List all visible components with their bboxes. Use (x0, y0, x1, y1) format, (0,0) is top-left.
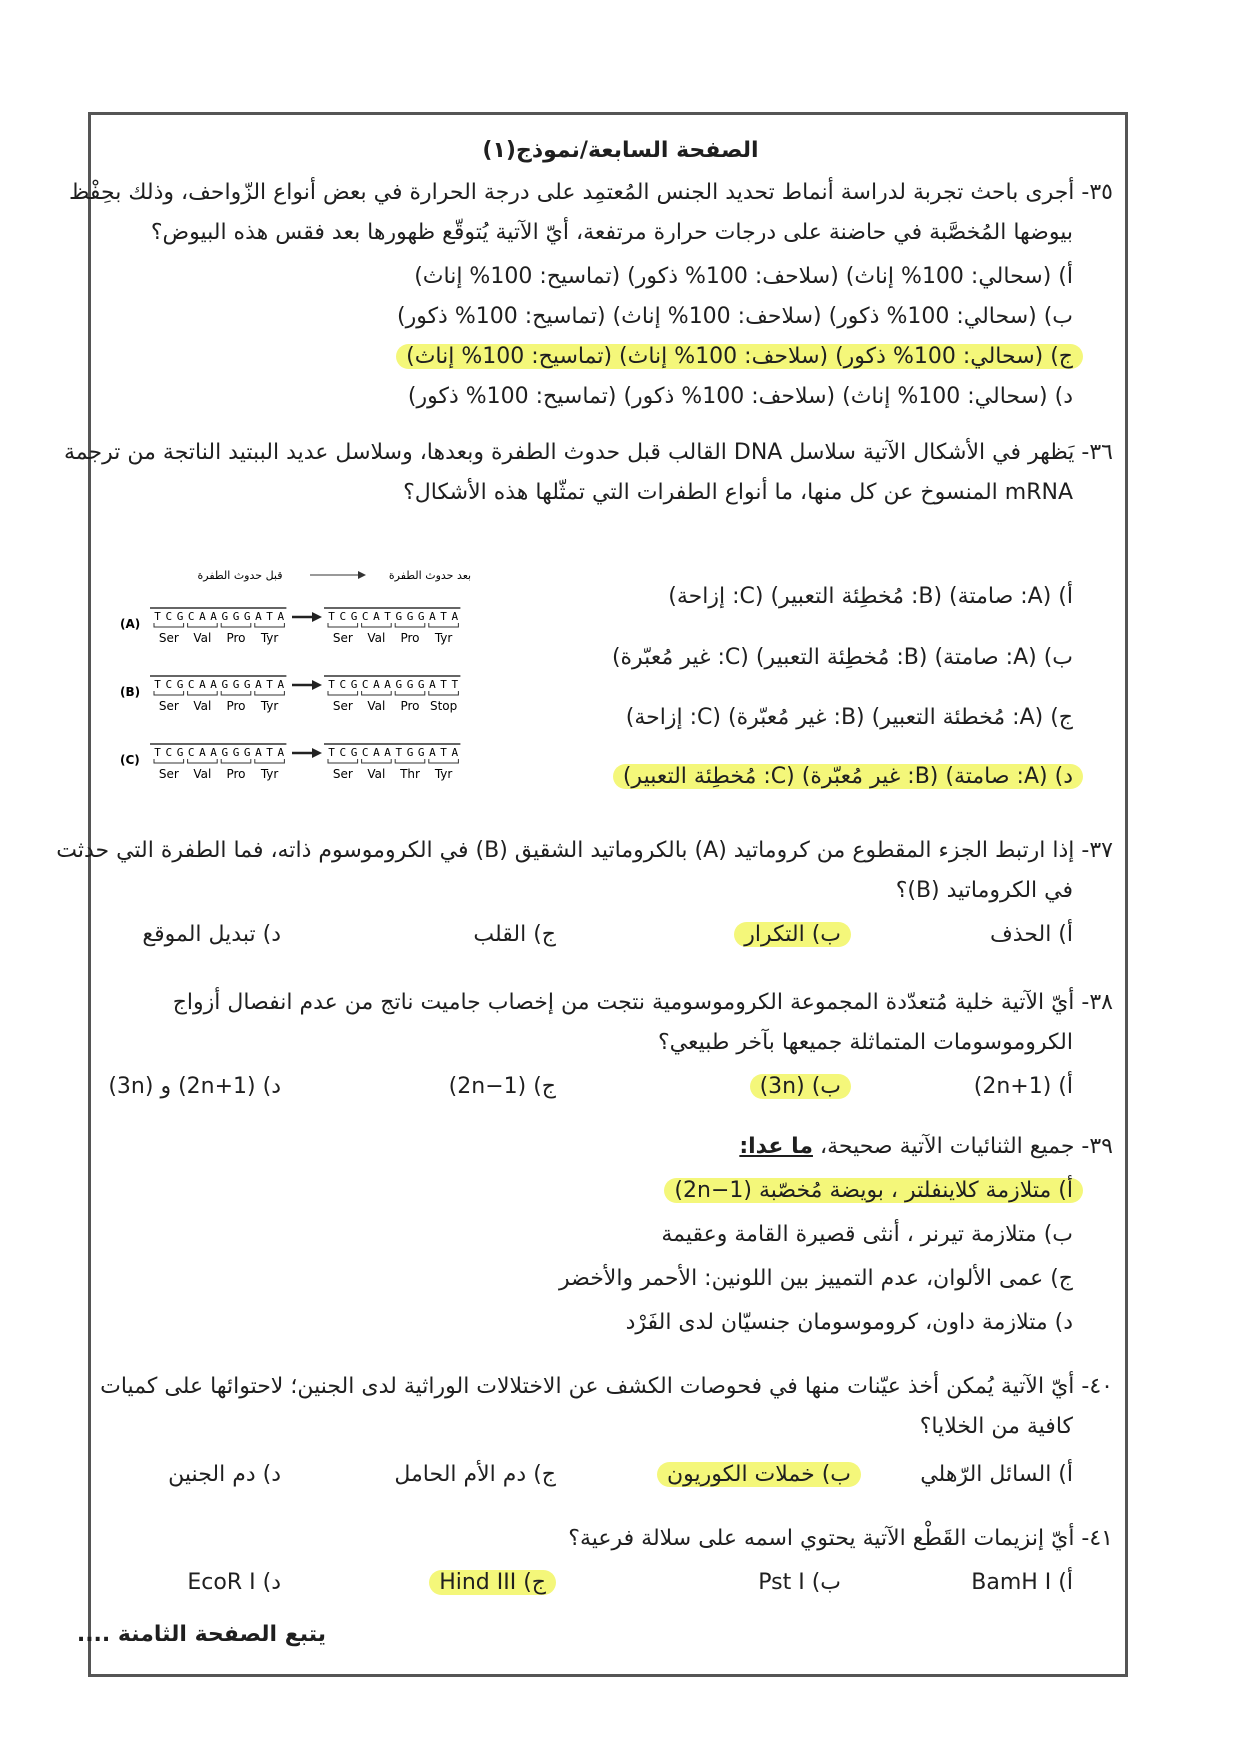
q37-stem-line1: ٣٧- إذا ارتبط الجزء المقطوع من كروماتيد (A) بالكروماتيد الشقيق (B) في الكروموسوم ذاته، فما الطفرة التي حدثت (56, 838, 1113, 863)
after-base: A (429, 610, 436, 623)
before-base: C (187, 678, 195, 691)
before-base: T (266, 678, 273, 691)
before-codon-bracket (188, 691, 218, 695)
q41-option-d: د) EcoR I (187, 1570, 281, 1595)
after-base: C (339, 678, 347, 691)
q41-option-c-highlighted: ج) Hind III (429, 1570, 556, 1595)
after-base: G (406, 746, 414, 759)
q39-option-d: د) متلازمة داون، كروموسومان جنسيّان لدى الفَرْد (625, 1310, 1073, 1335)
after-amino-acid: Pro (400, 699, 420, 713)
before-base: A (199, 610, 206, 623)
header-arrow-head (358, 571, 366, 579)
before-base: A (277, 610, 285, 623)
after-base: A (451, 610, 459, 623)
after-codon-bracket (362, 623, 392, 627)
q40-option-c: ج) دم الأم الحامل (394, 1462, 556, 1487)
before-base: G (232, 746, 240, 759)
before-base: G (221, 678, 229, 691)
q36-option-b: ب) (A: صامتة) (B: مُخطِئة التعبير) (C: غير مُعبّرة) (611, 645, 1073, 670)
after-base: T (384, 610, 391, 623)
before-amino-acid: Val (193, 699, 212, 713)
after-amino-acid: Tyr (434, 767, 453, 781)
before-base: C (187, 610, 195, 623)
before-amino-acid: Pro (226, 699, 246, 713)
before-base: G (221, 610, 229, 623)
row-label: (B) (120, 685, 141, 699)
before-base: G (243, 746, 251, 759)
before-amino-acid: Tyr (260, 699, 279, 713)
before-base: G (176, 746, 184, 759)
before-codon-bracket (154, 623, 184, 627)
after-codon-bracket (429, 691, 459, 695)
before-amino-acid: Pro (226, 631, 246, 645)
before-amino-acid: Val (193, 631, 212, 645)
after-base: G (395, 610, 403, 623)
q35-option-a: أ) (سحالي: 100% إناث) (سلاحف: 100% ذكور) (تماسيح: 100% إناث) (414, 264, 1073, 289)
after-codon-bracket (328, 691, 358, 695)
after-amino-acid: Ser (332, 631, 353, 645)
after-amino-acid: Stop (429, 699, 458, 713)
mutation-arrow-head (312, 680, 322, 690)
after-base: A (373, 746, 380, 759)
q37-option-d: د) تبديل الموقع (142, 922, 281, 947)
after-base: T (440, 610, 447, 623)
q37-option-a: أ) الحذف (989, 922, 1073, 947)
after-base: G (406, 610, 414, 623)
after-codon-bracket (362, 759, 392, 763)
after-codon-bracket (328, 759, 358, 763)
before-base: T (154, 678, 161, 691)
after-codon-bracket (395, 759, 425, 763)
after-amino-acid: Ser (332, 767, 353, 781)
q38-option-b-highlighted: ب) (3n) (750, 1074, 851, 1099)
q39-option-b: ب) متلازمة تيرنر ، أنثى قصيرة القامة وعقيمة (661, 1222, 1073, 1247)
after-base: A (373, 610, 380, 623)
after-base: C (361, 746, 369, 759)
before-base: T (154, 610, 161, 623)
q41-option-b: ب) Pst I (758, 1570, 841, 1595)
q39-option-a-highlighted: أ) متلازمة كلاينفلتر ، بويضة مُخصّبة (2n−1) (664, 1178, 1083, 1203)
before-codon-bracket (255, 691, 285, 695)
before-base: T (266, 610, 273, 623)
before-base: C (165, 746, 173, 759)
after-amino-acid: Thr (400, 767, 420, 781)
dna-mutation-figure (120, 565, 540, 825)
q39-stem (739, 1132, 1113, 1162)
after-base: G (350, 746, 358, 759)
q40-option-b-highlighted: ب) خملات الكوريون (657, 1462, 861, 1487)
before-base: G (232, 610, 240, 623)
q37-option-b-highlighted: ب) التكرار (734, 922, 851, 947)
mutation-arrow-head (312, 612, 322, 622)
before-amino-acid: Ser (158, 767, 179, 781)
after-base: G (417, 746, 425, 759)
after-base: A (384, 678, 391, 691)
before-codon-bracket (255, 623, 285, 627)
after-base: T (328, 746, 335, 759)
continue-note: يتبع الصفحة الثامنة .... (76, 1622, 326, 1647)
before-amino-acid: Tyr (260, 767, 279, 781)
before-base: G (243, 610, 251, 623)
after-base: A (384, 746, 391, 759)
after-codon-bracket (362, 691, 392, 695)
after-amino-acid: Val (367, 699, 386, 713)
after-codon-bracket (395, 691, 425, 695)
before-base: T (266, 746, 273, 759)
after-base: G (406, 678, 414, 691)
figure-header-before: قبل حدوث الطفرة (197, 569, 283, 582)
before-base: T (154, 746, 161, 759)
before-amino-acid: Pro (226, 767, 246, 781)
after-base: C (339, 610, 347, 623)
q38-option-c: ج) (2n−1) (448, 1074, 556, 1099)
before-codon-bracket (154, 691, 184, 695)
q40-stem-line2: كافية من الخلايا؟ (919, 1414, 1073, 1439)
before-amino-acid: Ser (158, 699, 179, 713)
before-codon-bracket (188, 623, 218, 627)
after-base: G (395, 678, 403, 691)
q41-option-a: أ) BamH I (971, 1570, 1073, 1595)
after-amino-acid: Val (367, 767, 386, 781)
before-amino-acid: Ser (158, 631, 179, 645)
after-base: A (429, 678, 436, 691)
q39-option-c: ج) عمى الألوان، عدم التمييز بين اللونين: الأحمر والأخضر (558, 1266, 1073, 1291)
after-base: C (339, 746, 347, 759)
before-codon-bracket (255, 759, 285, 763)
before-base: A (277, 678, 285, 691)
q40-option-d: د) دم الجنين (168, 1462, 281, 1487)
q36-stem-line1: ٣٦- يَظهر في الأشكال الآتية سلاسل DNA القالب قبل حدوث الطفرة وبعدها، وسلاسل عديد الببتيد الناتجة من ترجمة (64, 440, 1113, 465)
q38-stem-line1: ٣٨- أيّ الآتية خلية مُتعدّدة المجموعة الكروموسومية نتجت من إخصاب جاميت ناتج من عدم انفصال أزواج (172, 990, 1113, 1015)
before-codon-bracket (154, 759, 184, 763)
after-base: A (429, 746, 436, 759)
q38-option-a: أ) (2n+1) (973, 1074, 1073, 1099)
before-base: A (210, 746, 217, 759)
after-base: C (361, 610, 369, 623)
before-base: A (210, 678, 217, 691)
before-base: G (243, 678, 251, 691)
before-base: A (255, 746, 262, 759)
before-base: A (199, 746, 206, 759)
before-base: C (165, 678, 173, 691)
before-base: G (232, 678, 240, 691)
before-base: A (255, 678, 262, 691)
before-codon-bracket (188, 759, 218, 763)
before-base: C (165, 610, 173, 623)
q36-option-a: أ) (A: صامتة) (B: مُخطِئة التعبير) (C: إزاحة) (668, 584, 1073, 609)
after-amino-acid: Ser (332, 699, 353, 713)
before-base: G (176, 610, 184, 623)
mutation-arrow-head (312, 748, 322, 758)
q37-stem-line2: في الكروماتيد (B)؟ (895, 878, 1073, 903)
q35-option-b: ب) (سحالي: 100% ذكور) (سلاحف: 100% إناث) (تماسيح: 100% ذكور) (397, 304, 1073, 329)
before-base: A (210, 610, 217, 623)
after-base: G (350, 610, 358, 623)
after-amino-acid: Pro (400, 631, 420, 645)
after-codon-bracket (395, 623, 425, 627)
before-base: C (187, 746, 195, 759)
q35-option-c-highlighted: ج) (سحالي: 100% ذكور) (سلاحف: 100% إناث) (تماسيح: 100% إناث) (396, 344, 1083, 369)
q35-stem-line1: ٣٥- أجرى باحث تجربة لدراسة أنماط تحديد الجنس المُعتمِد على درجة الحرارة في بعض أنواع الزّواحف، وذلك بحِفْظ (69, 180, 1113, 205)
after-base: T (440, 746, 447, 759)
after-base: T (440, 678, 447, 691)
before-base: A (255, 610, 262, 623)
q37-option-c: ج) القلب (473, 922, 556, 947)
after-base: T (328, 678, 335, 691)
after-base: A (373, 678, 380, 691)
figure-header-after: بعد حدوث الطفرة (388, 569, 472, 582)
q36-option-c: ج) (A: مُخطئة التعبير) (B: غير مُعبّرة) (C: إزاحة) (625, 705, 1073, 730)
after-base: T (395, 746, 403, 759)
after-amino-acid: Tyr (434, 631, 453, 645)
q38-option-d: د) (2n+1) و (3n) (108, 1074, 281, 1099)
before-base: G (176, 678, 184, 691)
row-label: (A) (120, 617, 141, 631)
q41-stem: ٤١- أيّ إنزيمات القَطْع الآتية يحتوي اسمه على سلالة فرعية؟ (568, 1526, 1113, 1551)
page-title: الصفحة السابعة/نموذج(١) (482, 138, 759, 163)
before-amino-acid: Val (193, 767, 212, 781)
q35-option-d: د) (سحالي: 100% إناث) (سلاحف: 100% ذكور) (تماسيح: 100% ذكور) (407, 384, 1073, 409)
row-label: (C) (120, 753, 140, 767)
after-base: G (417, 610, 425, 623)
after-codon-bracket (429, 623, 459, 627)
before-base: G (221, 746, 229, 759)
before-base: A (199, 678, 206, 691)
q39-stem-prefix: ٣٩- جميع الثنائيات الآتية صحيحة، (819, 1134, 1113, 1159)
q36-option-d-highlighted: د) (A: صامتة) (B: غير مُعبّرة) (C: مُخطِئة التعبير) (613, 764, 1083, 789)
after-amino-acid: Val (367, 631, 386, 645)
after-base: T (328, 610, 335, 623)
after-base: G (417, 678, 425, 691)
q39-stem-except: ما عدا: (739, 1134, 813, 1159)
after-base: G (350, 678, 358, 691)
q38-stem-line2: الكروموسومات المتماثلة جميعها بآخر طبيعي؟ (657, 1030, 1073, 1055)
before-amino-acid: Tyr (260, 631, 279, 645)
after-base: T (451, 678, 459, 691)
after-codon-bracket (429, 759, 459, 763)
before-codon-bracket (221, 691, 251, 695)
q35-stem-line2: بيوضها المُخصَّبة في حاضنة على درجات حرارة مرتفعة، أيّ الآتية يُتوقّع ظهورها بعد فقس هذه البيوض؟ (150, 220, 1073, 245)
after-codon-bracket (328, 623, 358, 627)
q36-stem-line2: mRNA المنسوخ عن كل منها، ما أنواع الطفرات التي تمثّلها هذه الأشكال؟ (403, 480, 1073, 505)
after-base: A (451, 746, 459, 759)
q40-stem-line1: ٤٠- أيّ الآتية يُمكن أخذ عيّنات منها في فحوصات الكشف عن الاختلالات الوراثية لدى الجنين؛ لاحتوائها على كميات (100, 1374, 1113, 1399)
q40-option-a: أ) السائل الرّهلي (920, 1462, 1073, 1487)
before-base: A (277, 746, 285, 759)
before-codon-bracket (221, 623, 251, 627)
before-codon-bracket (221, 759, 251, 763)
after-base: C (361, 678, 369, 691)
